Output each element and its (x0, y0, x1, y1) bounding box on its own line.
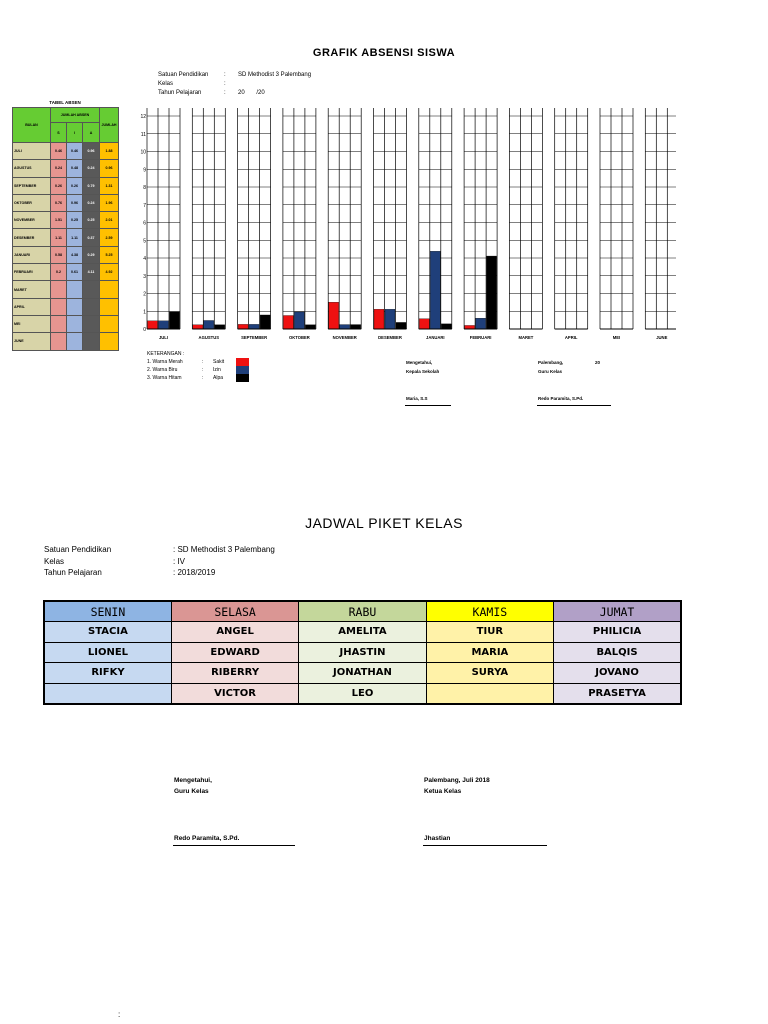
tabel-absen-cell-total: 1.88 (100, 143, 119, 160)
tabel-absen-row (13, 143, 119, 160)
keterangan-title: KETERANGAN : (147, 351, 185, 357)
tabel-absen-cell-s: 0.46 (51, 143, 67, 160)
tabel-absen-cell-s (51, 333, 67, 350)
bar-izin (385, 309, 395, 329)
keterangan-status: Alpa (213, 375, 224, 381)
y-tick-label: 3 (143, 273, 146, 280)
sig2-right-name: Jhastian (424, 835, 451, 842)
tabel-absen-cell-s: 0.26 (51, 177, 67, 194)
col-jumlah-header: JUMLAH (100, 108, 119, 143)
tabel-absen-cell-s: 0.58 (51, 246, 67, 263)
col-bulan-header: BULAN (13, 108, 51, 143)
y-tick-label: 4 (143, 256, 146, 262)
col-jumlah-absen-header: JUMLAH ABSEN (51, 108, 100, 123)
tabel-absen (12, 107, 119, 351)
bar-izin (249, 324, 259, 329)
x-tick-label: JULI (158, 335, 169, 340)
tabel-absen-row (13, 281, 119, 298)
y-tick-label: 11 (140, 131, 146, 138)
tabel-absen-cell-month: FEBRUARI (13, 264, 51, 281)
student-cell: RIFKY (44, 663, 171, 684)
tabel-absen-cell-total: 1.96 (100, 194, 119, 211)
tabel-absen-cell-i (67, 281, 83, 298)
meta-colon: : (224, 90, 226, 96)
student-cell: AMELITA (299, 622, 426, 643)
tabel-absen-cell-a: 0.29 (83, 246, 100, 263)
keterangan-text: 3. Warna Hitam (147, 375, 182, 381)
student-cell: JHASTIN (299, 642, 426, 663)
tabel-absen-cell-i: 0.25 (67, 212, 83, 229)
sig1-left-line1: Mengetahui, (406, 360, 433, 365)
footer-colon: : (118, 1010, 121, 1019)
sig1-right-line1: Palembang, (538, 360, 564, 365)
sig2-left-line1: Mengetahui, (174, 777, 212, 784)
bar-sakit (329, 302, 339, 329)
piket-meta-value-satuan: : SD Methodist 3 Palembang (173, 545, 275, 554)
y-tick-label: 8 (143, 185, 146, 191)
bar-alpa (396, 322, 406, 329)
bar-izin (159, 321, 169, 329)
tabel-absen-cell-a: 0.24 (83, 160, 100, 177)
bar-sakit (374, 309, 384, 329)
student-cell (426, 683, 553, 704)
x-tick-label: FEBRUARI (469, 335, 492, 340)
tabel-absen-title: TABEL ABSEN (49, 100, 81, 105)
tabel-absen-row (13, 315, 119, 332)
tabel-absen-cell-month: MEI (13, 315, 51, 332)
sig2-right-line2: Ketua Kelas (424, 788, 462, 795)
student-cell: MARIA (426, 642, 553, 663)
meta-value: 20 /20 (238, 90, 265, 96)
student-cell: ANGEL (171, 622, 298, 643)
day-header: SENIN (44, 601, 171, 622)
piket-meta-label-kelas: Kelas (44, 556, 65, 566)
piket-row (44, 683, 681, 704)
bar-sakit (238, 324, 248, 329)
meta-value: SD Methodist 3 Palembang (238, 72, 312, 78)
tabel-absen-cell-total (100, 333, 119, 350)
grafik-meta (158, 71, 398, 99)
keterangan-text: 2. Warna Biru (147, 367, 178, 373)
tabel-absen-cell-month: SEPTEMBER (13, 177, 51, 194)
x-tick-label: JUNE (656, 335, 668, 340)
bar-alpa (351, 325, 361, 329)
tabel-absen-cell-i (67, 315, 83, 332)
x-tick-label: NOVEMBER (332, 335, 357, 340)
student-cell: EDWARD (171, 642, 298, 663)
tabel-absen-cell-month: JANUARI (13, 246, 51, 263)
bar-sakit (283, 316, 293, 329)
piket-meta-value-tahun: : 2018/2019 (173, 568, 216, 577)
bar-sakit (419, 319, 429, 329)
sig2-left-name: Redo Paramita, S.Pd. (174, 835, 240, 842)
sig1-left-underline (405, 405, 451, 406)
tabel-absen-cell-i: 0.61 (67, 264, 83, 281)
keterangan-colon: : (202, 359, 204, 365)
x-tick-label: APRIL (564, 335, 578, 340)
tabel-absen-cell-i: 4.38 (67, 246, 83, 263)
tabel-absen-cell-month: OKTOBER (13, 194, 51, 211)
y-tick-label: 2 (143, 291, 146, 298)
bar-izin (294, 312, 304, 329)
sig2-right-line1: Palembang, Juli 2018 (424, 777, 490, 784)
meta-label: Kelas (158, 81, 174, 87)
tabel-absen-cell-s (51, 281, 67, 298)
keterangan-text: 1. Warna Merah (147, 359, 183, 365)
student-cell: JOVANO (554, 663, 681, 684)
col-s-header: S (51, 123, 67, 143)
sig1-right-day: 20 (595, 360, 601, 365)
bar-sakit (193, 325, 203, 329)
bar-alpa (260, 315, 270, 329)
meta-label: Tahun Pelajaran (158, 90, 202, 96)
student-cell: LIONEL (44, 642, 171, 663)
grafik-chart (136, 108, 676, 348)
tabel-absen-cell-s: 0.76 (51, 194, 67, 211)
x-tick-label: AGUSTUS (198, 335, 220, 340)
piket-meta-label-tahun: Tahun Pelajaran (44, 568, 102, 577)
student-cell: JONATHAN (299, 663, 426, 684)
bar-alpa (305, 325, 315, 329)
tabel-absen-cell-s (51, 315, 67, 332)
tabel-absen-cell-i: 0.26 (67, 177, 83, 194)
tabel-absen-cell-i: 0.48 (67, 160, 83, 177)
tabel-absen-row (13, 194, 119, 211)
tabel-absen-cell-i: 0.46 (67, 143, 83, 160)
tabel-absen-cell-a: 0.96 (83, 143, 100, 160)
tabel-absen-cell-s: 0.2 (51, 264, 67, 281)
tabel-absen-cell-a: 0.79 (83, 177, 100, 194)
sig1-left-line2: Kepala Sekolah (406, 369, 440, 374)
bar-izin (340, 325, 350, 329)
day-header: SELASA (171, 601, 298, 622)
tabel-absen-cell-month: DESEMBER (13, 229, 51, 246)
sig2-left-line2: Guru Kelas (174, 788, 209, 795)
tabel-absen-cell-i: 0.96 (67, 194, 83, 211)
student-cell: PHILICIA (554, 622, 681, 643)
tabel-absen-row (13, 246, 119, 263)
tabel-absen-cell-month: JUNE (13, 333, 51, 350)
bar-alpa (441, 324, 451, 329)
y-tick-label: 6 (143, 220, 146, 227)
sig1-right-line2: Guru Kelas (538, 369, 563, 374)
piket-row (44, 622, 681, 643)
tabel-absen-cell-month: APRIL (13, 298, 51, 315)
keterangan-swatch (236, 366, 249, 374)
tabel-absen-row (13, 298, 119, 315)
meta-colon: : (224, 72, 226, 78)
piket-row (44, 642, 681, 663)
student-cell: PRASETYA (554, 683, 681, 704)
tabel-absen-row (13, 212, 119, 229)
keterangan-status: Izin (213, 367, 221, 373)
bar-alpa (487, 256, 497, 329)
tabel-absen-cell-month: AGUSTUS (13, 160, 51, 177)
tabel-absen-cell-total: 4.92 (100, 264, 119, 281)
piket-title: JADWAL PIKET KELAS (305, 515, 463, 531)
tabel-absen-row (13, 229, 119, 246)
keterangan-colon: : (202, 367, 204, 373)
y-tick-label: 1 (143, 309, 146, 316)
sig1-left-name: Maria, S.S (406, 396, 428, 401)
student-cell: SURYA (426, 663, 553, 684)
col-a-header: A (83, 123, 100, 143)
student-cell: BALQIS (554, 642, 681, 663)
tabel-absen-cell-a: 0.25 (83, 212, 100, 229)
x-tick-label: JANUARI (425, 335, 445, 340)
y-tick-label: 9 (143, 167, 146, 174)
piket-table (43, 600, 682, 705)
bar-alpa (170, 312, 180, 329)
grafik-title: GRAFIK ABSENSI SISWA (312, 47, 456, 59)
y-tick-label: 0 (143, 327, 146, 333)
tabel-absen-cell-a: 0.37 (83, 229, 100, 246)
tabel-absen-cell-total (100, 281, 119, 298)
tabel-absen-cell-s: 1.11 (51, 229, 67, 246)
tabel-absen-cell-total (100, 315, 119, 332)
piket-meta (44, 544, 344, 580)
day-header: JUMAT (554, 601, 681, 622)
tabel-absen-cell-total: 5.25 (100, 246, 119, 263)
sig2-left-underline (173, 845, 295, 846)
tabel-absen-row (13, 177, 119, 194)
tabel-absen-cell-total: 0.96 (100, 160, 119, 177)
x-tick-label: OKTOBER (288, 335, 310, 340)
tabel-absen-cell-total: 2.01 (100, 212, 119, 229)
tabel-absen-cell-month: JULI (13, 143, 51, 160)
student-cell (44, 683, 171, 704)
tabel-absen-cell-a (83, 281, 100, 298)
sig1-right-underline (537, 405, 611, 406)
tabel-absen-cell-i (67, 333, 83, 350)
bar-izin (204, 320, 214, 329)
tabel-absen-cell-i: 1.11 (67, 229, 83, 246)
tabel-absen-cell-total: 2.59 (100, 229, 119, 246)
tabel-absen-row (13, 264, 119, 281)
keterangan-item (147, 374, 267, 382)
tabel-absen-row (13, 333, 119, 350)
piket-meta-label-satuan: Satuan Pendidikan (44, 545, 112, 554)
tabel-absen-cell-a (83, 315, 100, 332)
y-tick-label: 7 (143, 202, 146, 209)
tabel-absen-cell-i (67, 298, 83, 315)
x-tick-label: MEI (612, 335, 621, 340)
piket-row (44, 663, 681, 684)
tabel-absen-cell-a (83, 298, 100, 315)
student-cell: STACIA (44, 622, 171, 643)
tabel-absen-cell-s: 0.24 (51, 160, 67, 177)
tabel-absen-cell-a: 4.11 (83, 264, 100, 281)
keterangan-status: Sakit (213, 359, 225, 365)
y-tick-label: 10 (140, 149, 146, 156)
bar-izin (430, 251, 440, 329)
student-cell: VICTOR (171, 683, 298, 704)
tabel-absen-cell-a: 0.24 (83, 194, 100, 211)
sig1-right-name: Redo Paramita, S.Pd. (538, 396, 584, 401)
bar-izin (476, 318, 486, 329)
bar-sakit (465, 325, 475, 329)
chart-svg (136, 108, 676, 348)
student-cell: RIBERRY (171, 663, 298, 684)
x-tick-label: MARET (518, 335, 534, 340)
bar-alpa (215, 325, 225, 329)
meta-colon: : (224, 81, 226, 87)
x-tick-label: SEPTEMBER (241, 335, 268, 340)
keterangan-swatch (236, 358, 249, 366)
keterangan-item (147, 366, 267, 374)
tabel-absen-cell-s (51, 298, 67, 315)
day-header: RABU (299, 601, 426, 622)
col-i-header: I (67, 123, 83, 143)
tabel-absen-cell-s: 1.51 (51, 212, 67, 229)
day-header: KAMIS (426, 601, 553, 622)
tabel-absen-row (13, 160, 119, 177)
keterangan-colon: : (202, 375, 204, 381)
sig2-right-underline (423, 845, 547, 846)
x-tick-label: DESEMBER (378, 335, 402, 340)
meta-label: Satuan Pendidikan (158, 72, 209, 78)
keterangan (147, 350, 267, 390)
tabel-absen-cell-month: MARET (13, 281, 51, 298)
keterangan-item (147, 358, 267, 366)
tabel-absen-cell-a (83, 333, 100, 350)
piket-meta-value-kelas: : IV (173, 556, 186, 566)
tabel-absen-cell-total (100, 298, 119, 315)
keterangan-swatch (236, 374, 249, 382)
student-cell: LEO (299, 683, 426, 704)
y-tick-label: 5 (143, 238, 146, 245)
student-cell: TIUR (426, 622, 553, 643)
y-tick-label: 12 (140, 114, 146, 120)
tabel-absen-cell-month: NOVEMBER (13, 212, 51, 229)
bar-sakit (148, 321, 158, 329)
tabel-absen-cell-total: 1.31 (100, 177, 119, 194)
